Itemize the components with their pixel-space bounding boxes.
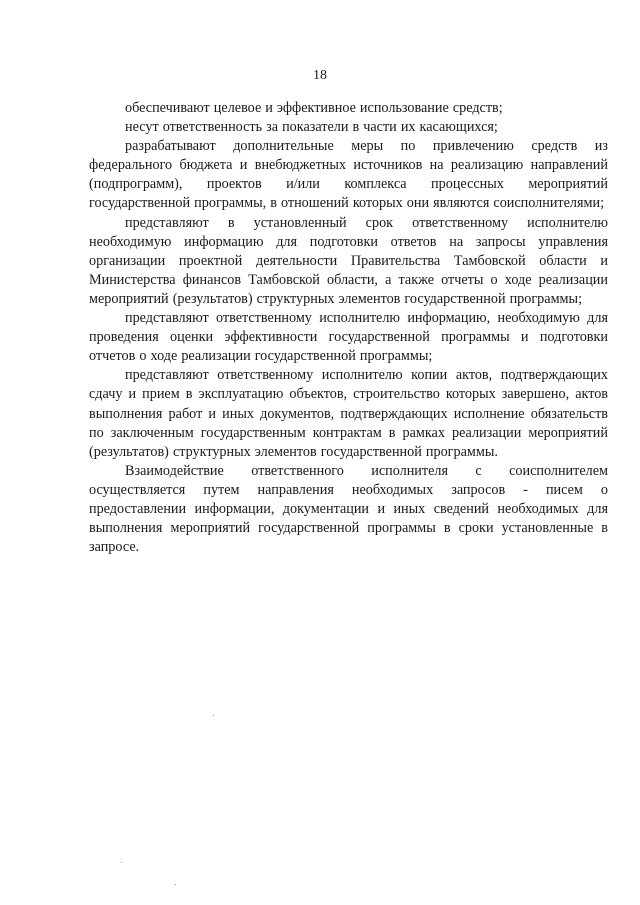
scan-speck (121, 862, 122, 863)
scan-speck (213, 715, 214, 716)
paragraph-submit-information-on-time: представляют в установленный срок ответственному исполнителю необходимую информацию для подготовки ответов на запросы управления организации проектной деятельности Правительства Тамбовской области и Министерства финансов Тамбовской области, а также отчеты о ходе реализации мероприятий (результатов) структурных элементов государственной программы; (89, 214, 608, 307)
paragraph-interaction-procedure: Взаимодействие ответственного исполнителя с соисполнителем осуществляется путем направления необходимых запросов - писем о предоставлении информации, документации и иных сведений необходимых для выполнения мероприятий государственной программы в сроки установленные в запросе. (89, 462, 608, 556)
paragraph-submit-copies-of-acts: представляют ответственному исполнителю копии актов, подтверждающих сдачу и прием в эксплуатацию объектов, строительство которых завершено, актов выполнения работ и иных документов, подтверждающих исполнение обязательств по заключенным государственным контрактам в рамках реализации мероприятий (результатов) структурных элементов государственной программы. (89, 367, 608, 460)
scan-speck (175, 884, 176, 885)
paragraph-develop-additional-measures: разрабатывают дополнительные меры по привлечению средств из федерального бюджета и внебюджетных источников на реализацию направлений (подпрограмм), проектов и/или комплекса процессных мероприятий государственной программы, в отношений которых они являются соисполнителями; (89, 138, 608, 212)
page-number: 18 (313, 68, 327, 83)
document-body (89, 99, 608, 557)
paragraph-submit-evaluation-information: представляют ответственному исполнителю информацию, необходимую для проведения оценки эффективности государственной программы и подготовки отчетов о ходе реализации государственной программы; (89, 310, 608, 365)
paragraph-ensure-use-of-funds: обеспечивают целевое и эффективное использование средств; (125, 100, 503, 116)
paragraph-responsibility-for-indicators: несут ответственность за показатели в части их касающихся; (125, 119, 498, 136)
